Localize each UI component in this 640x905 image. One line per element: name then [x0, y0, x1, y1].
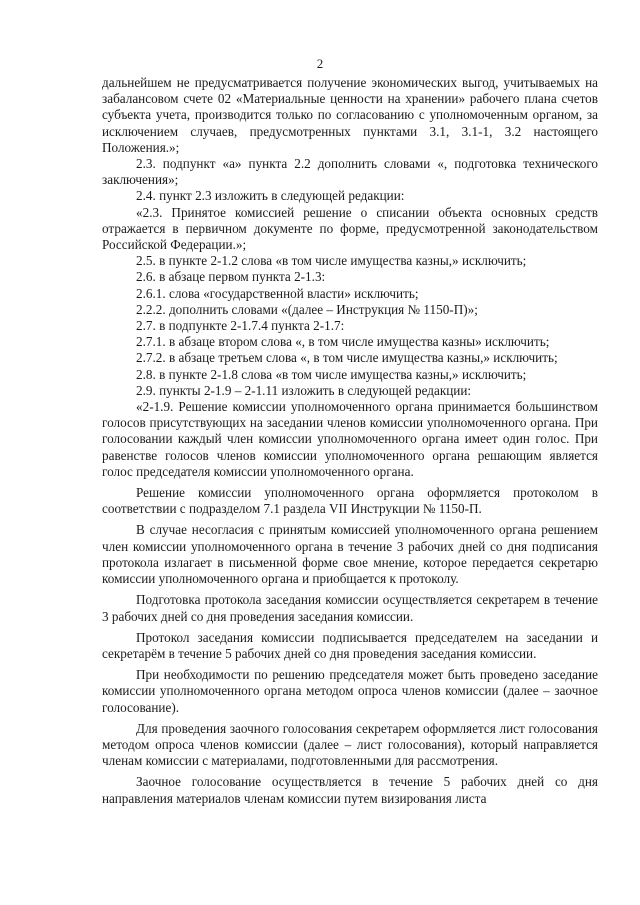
page-number: 2 — [316, 56, 324, 71]
paragraph: При необходимости по решению председателя может быть проведено заседание комиссии уполномоченного органа методом опроса членов комиссии (далее – заочное голосование). — [102, 667, 598, 715]
paragraph: 2.5. в пункте 2-1.2 слова «в том числе имущества казны,» исключить; — [136, 253, 527, 269]
paragraph: Для проведения заочного голосования секретарем оформляется лист голосования методом опроса членов комиссии (далее – лист голосования), который направляется членам комиссии с материалами, подготовленными для рассмотрения. — [102, 720, 598, 769]
paragraph: дальнейшем не предусматривается получение экономических выгод, учитываемых на забалансовом счете 02 «Материальные ценности на хранении» рабочего плана счетов субъекта учета, производится только по согласованию с уполномоченным органом, за исключением случаев, предусмотренных пунктами 3.1, 3.1-1, 3.2 настоящего Положения.»; — [102, 75, 598, 155]
paragraph: В случае несогласия с принятым комиссией уполномоченного органа решением член комиссии уполномоченного органа в течение 3 рабочих дней со дня подписания протокола излагает в письменной форме свое мнение, которое передается секретарю комиссии уполномоченного органа и приобщается к протоколу. — [102, 522, 598, 587]
document-body — [102, 75, 598, 807]
paragraph: Протокол заседания комиссии подписывается председателем на заседании и секретарём в течение 5 рабочих дней со дня проведения заседания комиссии. — [102, 629, 598, 661]
paragraph: 2.7.2. в абзаце третьем слова «, в том числе имущества казны,» исключить; — [136, 350, 558, 366]
paragraph: 2.2.2. дополнить словами «(далее – Инструкция № 1150-П)»; — [136, 301, 478, 317]
paragraph: 2.6. в абзаце первом пункта 2-1.3: — [136, 269, 326, 285]
paragraph: «2.3. Принятое комиссией решение о списании объекта основных средств отражается в первичном документе по форме, предусмотренной законодательством Российской Федерации.»; — [102, 204, 598, 253]
paragraph: 2.9. пункты 2-1.9 – 2-1.11 изложить в следующей редакции: — [136, 382, 472, 398]
paragraph: Заочное голосование осуществляется в течение 5 рабочих дней со дня направления материалов членам комиссии путем визирования листа — [102, 774, 598, 806]
paragraph: Подготовка протокола заседания комиссии осуществляется секретарем в течение 3 рабочих дней со дня проведения заседания комиссии. — [102, 592, 598, 624]
paragraph: «2-1.9. Решение комиссии уполномоченного органа принимается большинством голосов присутствующих на заседании членов комиссии уполномоченного органа. При голосовании каждый член комиссии уполномоченного органа имеет один голос. При равенстве голосов членов комиссии уполномоченного органа решающим является голос председателя комиссии уполномоченного органа. — [102, 399, 598, 479]
paragraph: 2.8. в пункте 2-1.8 слова «в том числе имущества казны,» исключить; — [136, 366, 527, 382]
paragraph: 2.7. в подпункте 2-1.7.4 пункта 2-1.7: — [136, 318, 345, 334]
paragraph: Решение комиссии уполномоченного органа оформляется протоколом в соответствии с подразделом 7.1 раздела VII Инструкции № 1150-П. — [102, 485, 598, 517]
paragraph: 2.3. подпункт «а» пункта 2.2 дополнить словами «, подготовка технического заключения»; — [102, 156, 598, 188]
paragraph: 2.4. пункт 2.3 изложить в следующей редакции: — [136, 188, 405, 204]
paragraph: 2.7.1. в абзаце втором слова «, в том числе имущества казны» исключить; — [136, 334, 550, 350]
paragraph: 2.6.1. слова «государственной власти» исключить; — [136, 285, 419, 301]
